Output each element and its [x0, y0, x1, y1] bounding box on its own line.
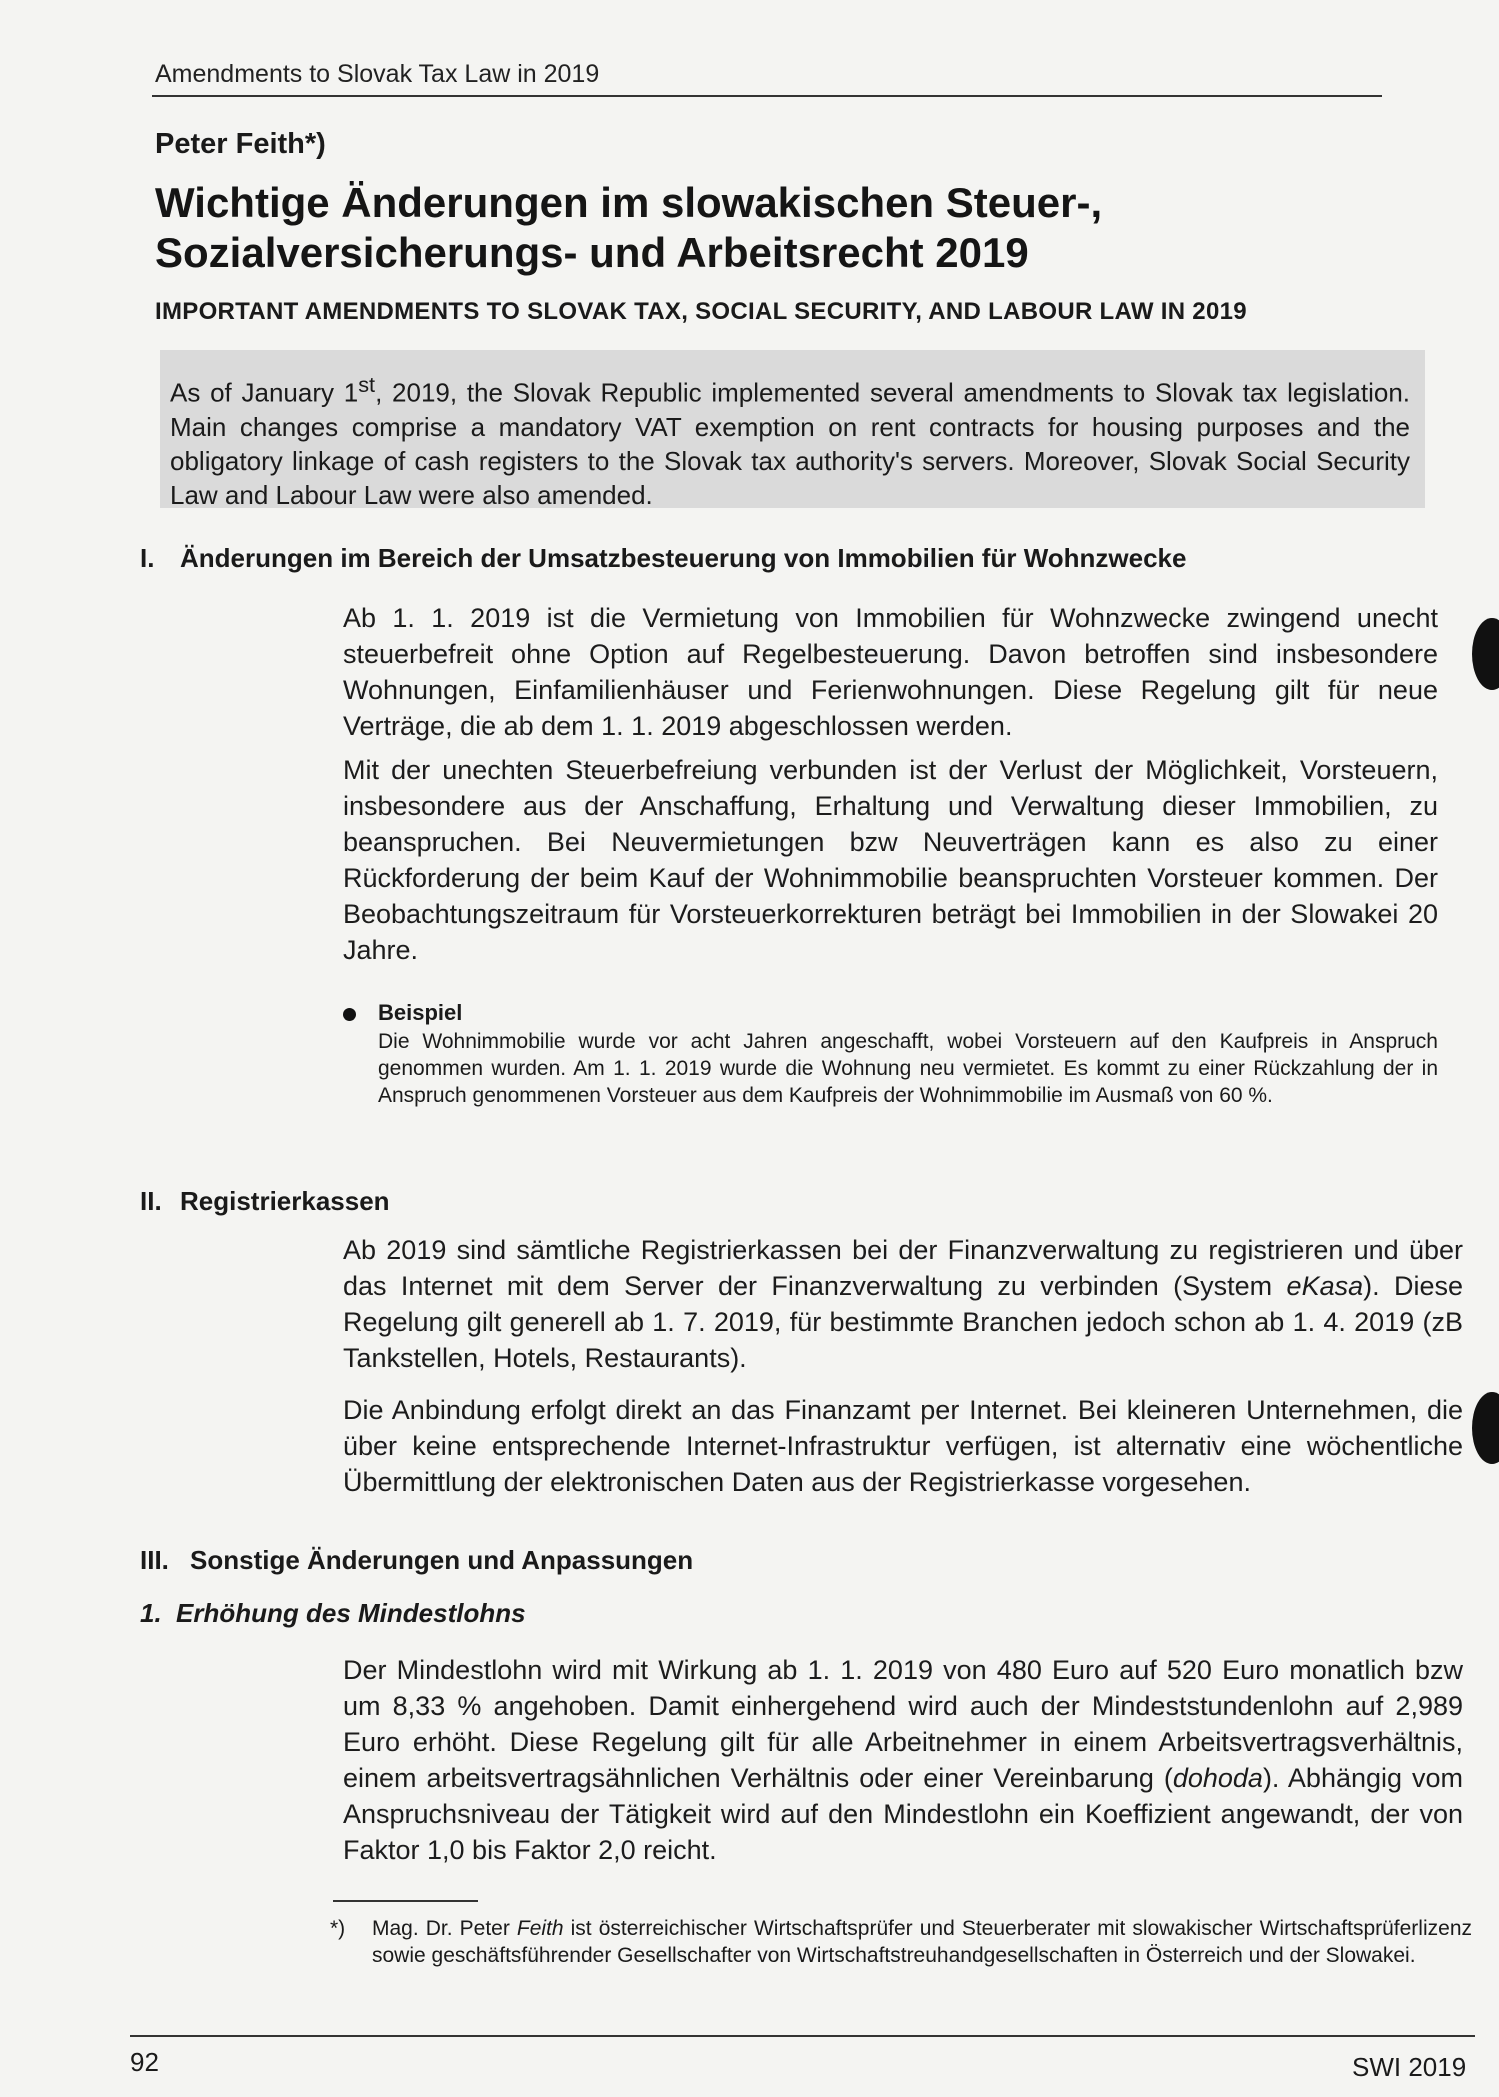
subsection-1-number: 1. [140, 1598, 162, 1628]
article-title [155, 178, 1405, 278]
article-subtitle: IMPORTANT AMENDMENTS TO SLOVAK TAX, SOCIAL SECURITY, AND LABOUR LAW IN 2019 [155, 298, 1247, 325]
subsection-1-title: Erhöhung des Mindestlohns [176, 1598, 526, 1628]
section-1-heading [140, 543, 1186, 574]
footnote-mark: *) [330, 1917, 346, 1940]
section-2-paragraph-2: Die Anbindung erfolgt direkt an das Finanzamt per Internet. Bei kleineren Unternehmen, die über keine entsprechende Internet-Infrastruktur verfügen, ist alternativ eine wöchentliche Übermittlung der elektronischen Daten aus der Registrierkasse vorgesehen. [343, 1395, 1463, 1497]
section-1-title: Änderungen im Bereich der Umsatzbesteuerung von Immobilien für Wohnzwecke [180, 543, 1187, 573]
footnote-text [372, 1915, 1472, 1969]
abstract-text-start: As of January 1 [170, 377, 359, 408]
abstract-box [160, 350, 1425, 508]
footnote-rule [333, 1900, 478, 1902]
section-2-paragraph-1-end: ). Diese Regelung gilt generell ab 1. 7. 2019, für bestimmte Branchen jedoch schon ab 1. 4. 2019 (zB Tankstellen, Hotels, Restaurants). [343, 1271, 1463, 1373]
section-2-paragraph-1-start: Ab 2019 sind sämtliche Registrierkassen bei der Finanzverwaltung zu registrieren und über das Internet mit dem Server der Finanzverwaltung zu verbinden (System [343, 1235, 1463, 1301]
abstract-text-rest: , 2019, the Slovak Republic implemented several amendments to Slovak tax legislation. Main changes comprise a mandatory VAT exemption on rent contracts for housing purposes and the obligatory linkage of cash registers to the Slovak tax authority's servers. Moreover, Slovak Social Security Law and Labour Law were also amended. [170, 377, 1411, 510]
section-3-number: III. [140, 1545, 169, 1575]
section-3-paragraph-1-end: ). Abhängig vom Anspruchsniveau der Tätigkeit wird auf den Mindestlohn ein Koeffizient angewandt, der von Faktor 1,0 bis Faktor 2,0 reicht. [343, 1763, 1463, 1865]
journal-name: SWI 2019 [1352, 2052, 1467, 2082]
title-line-1: Wichtige Änderungen im slowakischen Steuer-, [155, 179, 1103, 226]
running-head: Amendments to Slovak Tax Law in 2019 [155, 60, 600, 88]
header-rule [152, 95, 1382, 97]
system-name: eKasa [1286, 1271, 1364, 1301]
example-text: Die Wohnimmobilie wurde vor acht Jahren angeschafft, wobei Vorsteuern auf den Kaufpreis in Anspruch genommen wurden. Am 1. 1. 2019 wurde die Wohnung neu vermietet. Es kommt zu einer Rückzahlung der in Anspruch genommenen Vorsteuer aus dem Kaufpreis der Wohnimmobilie im Ausmaß von 60 %. [378, 1030, 1438, 1107]
binder-hole-mark [1472, 618, 1499, 690]
binder-hole-mark [1472, 1392, 1499, 1464]
page-number: 92 [130, 2047, 159, 2077]
abstract-superscript: st [358, 372, 376, 397]
footnote-text-start: Mag. Dr. Peter [372, 1917, 517, 1940]
section-2-title: Registrierkassen [180, 1186, 390, 1216]
footer-rule [130, 2035, 1475, 2037]
section-1-paragraph-1: Ab 1. 1. 2019 ist die Vermietung von Immobilien für Wohnzwecke zwingend unecht steuerbefreit ohne Option auf Regelbesteuerung. Davon betroffen sind insbesondere Wohnungen, Einfamilienhäuser und Ferienwohnungen. Diese Regelung gilt für neue Verträge, die ab dem 1. 1. 2019 abgeschlossen werden. [343, 603, 1438, 741]
abstract-text [170, 368, 1410, 512]
footnote-author: Feith [516, 1917, 564, 1940]
section-2-number: II. [140, 1186, 162, 1216]
section-1-paragraph-2: Mit der unechten Steuerbefreiung verbunden ist der Verlust der Möglichkeit, Vorsteuern, insbesondere aus der Anschaffung, Erhaltung und Verwaltung dieser Immobilien, zu beanspruchen. Bei Neuvermietungen bzw Neuverträgen kann es also zu einer Rückforderung der beim Kauf der Wohnimmobilie beanspruchten Vorsteuer kommen. Der Beobachtungszeitraum für Vorsteuerkorrekturen beträgt bei Immobilien in der Slowakei 20 Jahre. [343, 755, 1438, 965]
section-1-number: I. [140, 543, 155, 573]
section-2-paragraph-1 [343, 1232, 1463, 1376]
section-3-paragraph-1 [343, 1652, 1463, 1868]
subsection-1-heading [140, 1598, 526, 1629]
author-name: Peter Feith*) [155, 128, 326, 160]
title-line-2: Sozialversicherungs- und Arbeitsrecht 2019 [155, 229, 1029, 276]
agreement-term: dohoda [1172, 1763, 1263, 1793]
section-3-paragraph-1-start: Der Mindestlohn wird mit Wirkung ab 1. 1. 2019 von 480 Euro auf 520 Euro monatlich bzw um 8,33 % angehoben. Damit einhergehend wird auch der Mindeststundenlohn auf 2,989 Euro erhöht. Diese Regelung gilt für alle Arbeitnehmer in einem Arbeitsvertragsverhältnis, einem arbeitsvertragsähnlichen Verhältnis oder einer Vereinbarung ( [343, 1655, 1463, 1793]
section-3-title: Sonstige Änderungen und Anpassungen [190, 1545, 694, 1575]
example-title: Beispiel [378, 1000, 463, 1025]
bullet-icon [343, 1008, 356, 1021]
footnote-text-end: ist österreichischer Wirtschaftsprüfer und Steuerberater mit slowakischer Wirtschaftsprüferlizenz sowie geschäftsführender Gesellschafter von Wirtschaftstreuhandgesellschaften in Österreich und der Slowakei. [372, 1917, 1472, 1967]
section-3-heading [140, 1545, 693, 1576]
section-2-heading [140, 1186, 390, 1217]
